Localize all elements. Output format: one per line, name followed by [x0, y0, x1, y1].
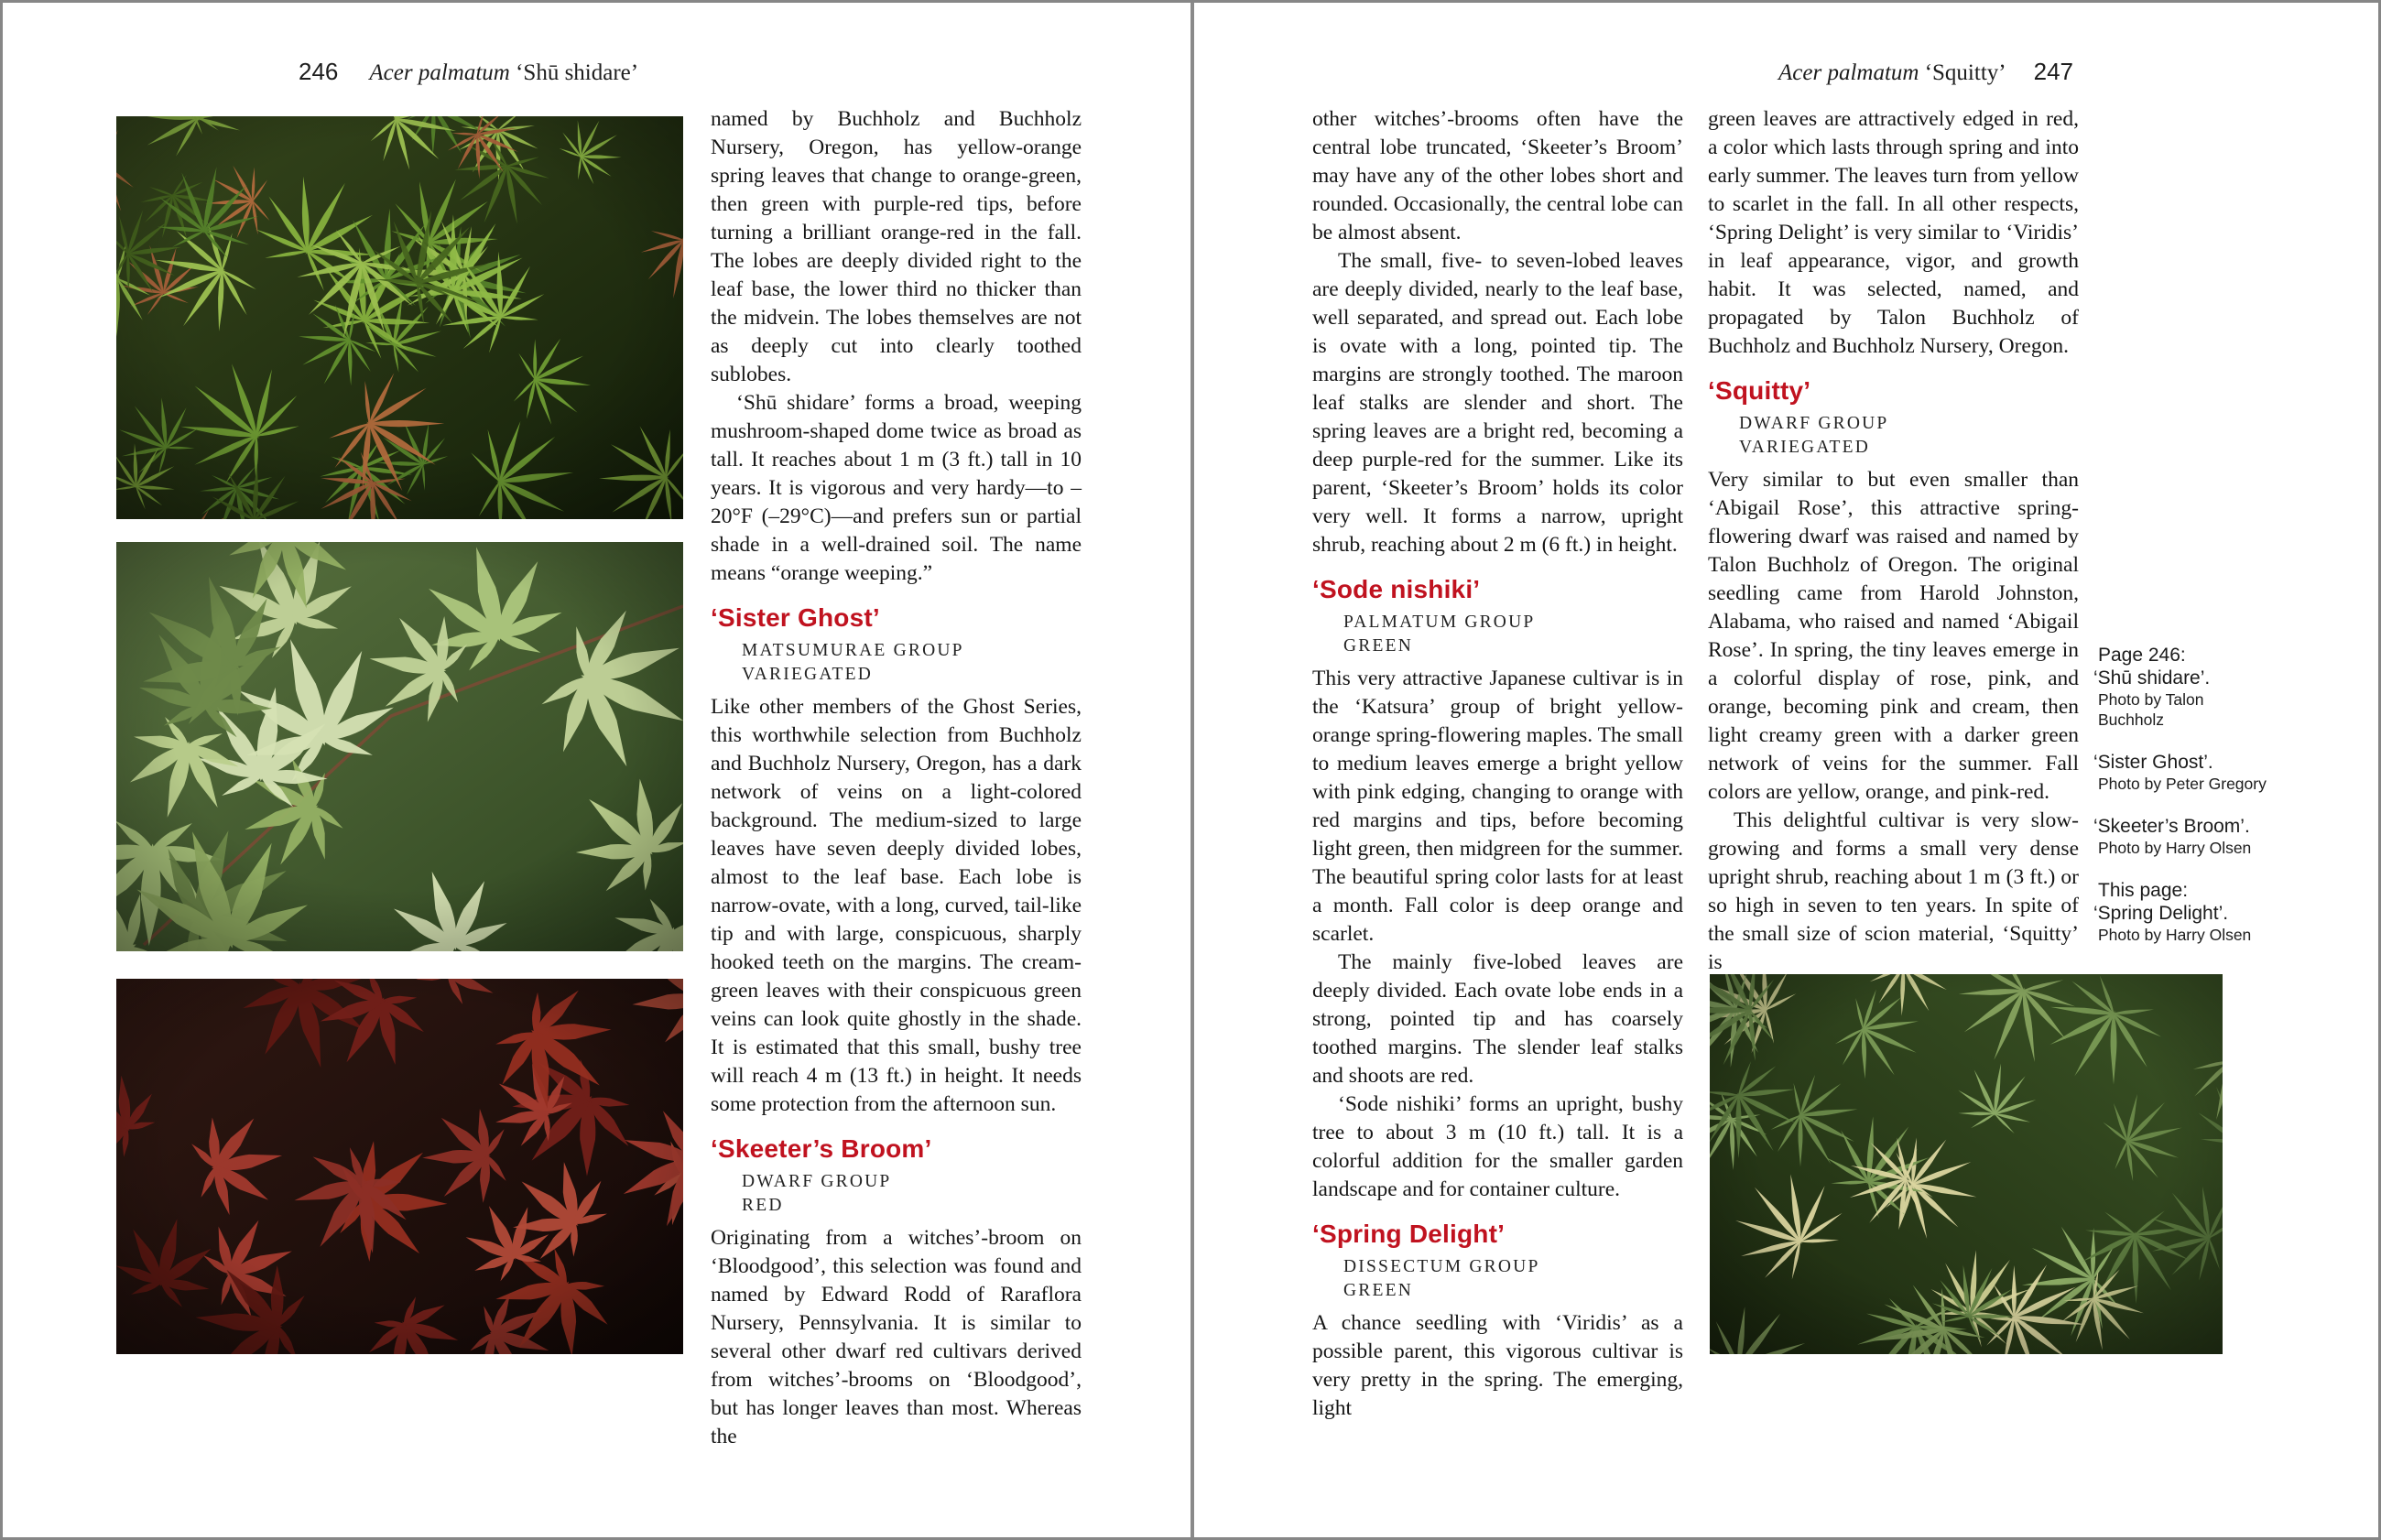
paragraph-sode-nishiki-2: The mainly five-lobed leaves are deeply divided. Each ovate lobe ends in a strong, pointed tip and has coarsely toothed margins. The slender leaf stalks and shoots are red. [1312, 950, 1683, 1088]
caption-credit: Photo by Talon Buchholz [2098, 690, 2204, 729]
right-page-column-2 [1708, 105, 2079, 977]
caption-intro: This page: [2098, 880, 2189, 901]
photo-spring-delight [1710, 974, 2223, 1354]
caption-credit: Photo by Harry Olsen [2098, 839, 2252, 857]
paragraph-skeeters-broom-continuation: other witches’-brooms often have the central lobe truncated, ‘Skeeter’s Broom’ may have any of the other lobes short and rounded. Occasionally, the central lobe can be almost absent. [1312, 107, 1683, 244]
right-running-header [1778, 58, 2073, 87]
page-number-246: 246 [299, 58, 339, 85]
caption-cultivar: ‘Sister Ghost’. [2093, 752, 2213, 773]
taxon-name: Acer palmatum [1778, 60, 1919, 85]
photo-shu-shidare [116, 116, 683, 519]
group-label: DWARF GROUP [1739, 414, 1889, 433]
paragraph-skeeters-broom-leaves: The small, five- to seven-lobed leaves are deeply divided, nearly to the leaf base, well separated, and spread out. Each lobe is ovate with a long, pointed tip. The margins are strongly toothed. The maroon leaf stalks are slender and short. The spring leaves are a bright red, becoming a deep purple-red for the summer. Like its parent, ‘Skeeter’s Broom’ holds its color very well. It forms a narrow, upright shrub, reaching about 2 m (6 ft.) in height. [1312, 249, 1683, 557]
heading-spring-delight: ‘Spring Delight’ [1312, 1220, 1506, 1248]
paragraph-sode-nishiki-1: This very attractive Japanese cultivar is in the ‘Katsura’ group of bright yellow-orange spring-flowering maples. The small to medium leaves emerge a bright yellow with pink edging, changing to orange with red margins and tips, before becoming light green, then midgreen for the summer. The beautiful spring color lasts for at least a month. Fall color is deep orange and scarlet. [1312, 667, 1683, 946]
subhead-sister-ghost [742, 639, 1082, 687]
caption-skeeters-broom [2093, 815, 2272, 858]
paragraph-shu-shidare-habit: ‘Shū shidare’ forms a broad, weeping mushroom-shaped dome twice as broad as tall. It reaches about 1 m (3 ft.) tall in 10 years. It is vigorous and very hardy—to –20°F (–29°C)—and prefers sun or partial shade in a well-drained soil. The name means “orange weeping.” [711, 391, 1082, 585]
photo-captions [2093, 644, 2272, 966]
group-label: PALMATUM GROUP [1343, 613, 1536, 632]
heading-sode-nishiki: ‘Sode nishiki’ [1312, 575, 1481, 603]
caption-cultivar: ‘Spring Delight’. [2093, 903, 2229, 924]
color-label: RED [742, 1196, 784, 1215]
paragraph-sode-nishiki-3: ‘Sode nishiki’ forms an upright, bushy tree to about 3 m (10 ft.) tall. It is a colorful addition for the smaller garden landscape and for container culture. [1312, 1092, 1683, 1201]
paragraph-squitty-2: This delightful cultivar is very slow-growing and forms a small very dense upright shrub, reaching about 1 m (3 ft.) or so high in seven to ten years. In spite of the small size of scion material, ‘Squitty’ is [1708, 808, 2079, 974]
color-label: GREEN [1343, 636, 1413, 656]
color-label: VARIEGATED [1739, 438, 1870, 457]
group-label: DWARF GROUP [742, 1172, 892, 1191]
paragraph-squitty-1: Very similar to but even smaller than ‘Abigail Rose’, this attractive spring-flowering dwarf was raised and named by Talon Buchholz of Oregon. The original seedling came from Harold Johnston, Alabama, who raised and named ‘Abigail Rose’. In spring, the tiny leaves emerge in a colorful display of rose, pink, and orange, becoming pink and cream, then light creamy green with a darker green network of veins for the summer. Fall colors are yellow, orange, and pink-red. [1708, 468, 2079, 804]
taxon-name: Acer palmatum [369, 60, 510, 85]
paragraph-skeeters-broom: Originating from a witches’-broom on ‘Bloodgood’, this selection was found and named by Edward Rodd of Raraflora Nursery, Pennsylvania. It is similar to several other dwarf red cultivars derived from witches’-brooms on ‘Bloodgood’, but has longer leaves than most. Whereas the [711, 1226, 1082, 1448]
subhead-skeeters-broom [742, 1170, 1082, 1218]
caption-credit: Photo by Harry Olsen [2098, 926, 2252, 944]
photo-sister-ghost [116, 542, 683, 951]
group-label: DISSECTUM GROUP [1343, 1257, 1540, 1276]
left-page-text-column [711, 105, 1082, 1451]
caption-spring-delight [2093, 879, 2272, 945]
paragraph-spring-delight-continuation: green leaves are attractively edged in red, a color which lasts through spring and into early summer. The leaves turn from yellow to scarlet in the fall. In all other respects, ‘Spring Delight’ is very similar to ‘Viridis’ in leaf appearance, vigor, and growth habit. It was selected, named, and propagated by Talon Buchholz of Buchholz and Buchholz Nursery, Oregon. [1708, 107, 2079, 358]
right-page-column-1 [1312, 105, 1683, 1423]
heading-skeeters-broom: ‘Skeeter’s Broom’ [711, 1134, 932, 1163]
heading-sister-ghost: ‘Sister Ghost’ [711, 603, 880, 632]
page-gutter-divider [1190, 3, 1194, 1537]
subhead-spring-delight [1343, 1255, 1683, 1303]
cultivar-name: ‘Squitty’ [1924, 60, 2006, 85]
caption-cultivar: ‘Skeeter’s Broom’. [2093, 816, 2250, 837]
paragraph-sister-ghost: Like other members of the Ghost Series, this worthwhile selection from Buchholz and Buchholz Nursery, Oregon, has a dark network of veins on a light-colored background. The medium-sized to large leaves have seven deeply divided lobes, almost to the leaf base. Each lobe is narrow-ovate, with a long, curved, tail-like tip and with large, conspicuous, sharply hooked teeth on the margins. The cream-green leaves with their conspicuous green veins can look quite ghostly in the shade. It is estimated that this small, bushy tree will reach 4 m (13 ft.) in height. It needs some protection from the afternoon sun. [711, 695, 1082, 1116]
paragraph-shu-shidare-continuation: named by Buchholz and Buchholz Nursery, Oregon, has yellow-orange spring leaves that change to orange-green, then green with purple-red tips, before turning a brilliant orange-red in the fall. The lobes are deeply divided right to the leaf base, the lower third no thicker than the midvein. The lobes themselves are not as deeply cut into clearly toothed sublobes. [711, 107, 1082, 386]
cultivar-name: ‘Shū shidare’ [516, 60, 639, 85]
page-number-247: 247 [2033, 58, 2073, 85]
subhead-squitty [1739, 412, 2079, 460]
caption-shu-shidare [2093, 644, 2272, 730]
photo-skeeters-broom [116, 979, 683, 1354]
caption-intro: Page 246: [2098, 645, 2186, 666]
caption-sister-ghost [2093, 751, 2272, 794]
subhead-sode-nishiki [1343, 611, 1683, 658]
color-label: VARIEGATED [742, 665, 873, 684]
paragraph-spring-delight-1: A chance seedling with ‘Viridis’ as a possible parent, this vigorous cultivar is very pretty in the spring. The emerging, light [1312, 1311, 1683, 1420]
heading-squitty: ‘Squitty’ [1708, 376, 1811, 405]
caption-cultivar: ‘Shū shidare’. [2093, 667, 2211, 689]
left-running-header [299, 58, 638, 87]
group-label: MATSUMURAE GROUP [742, 641, 964, 660]
color-label: GREEN [1343, 1281, 1413, 1300]
caption-credit: Photo by Peter Gregory [2098, 775, 2267, 793]
